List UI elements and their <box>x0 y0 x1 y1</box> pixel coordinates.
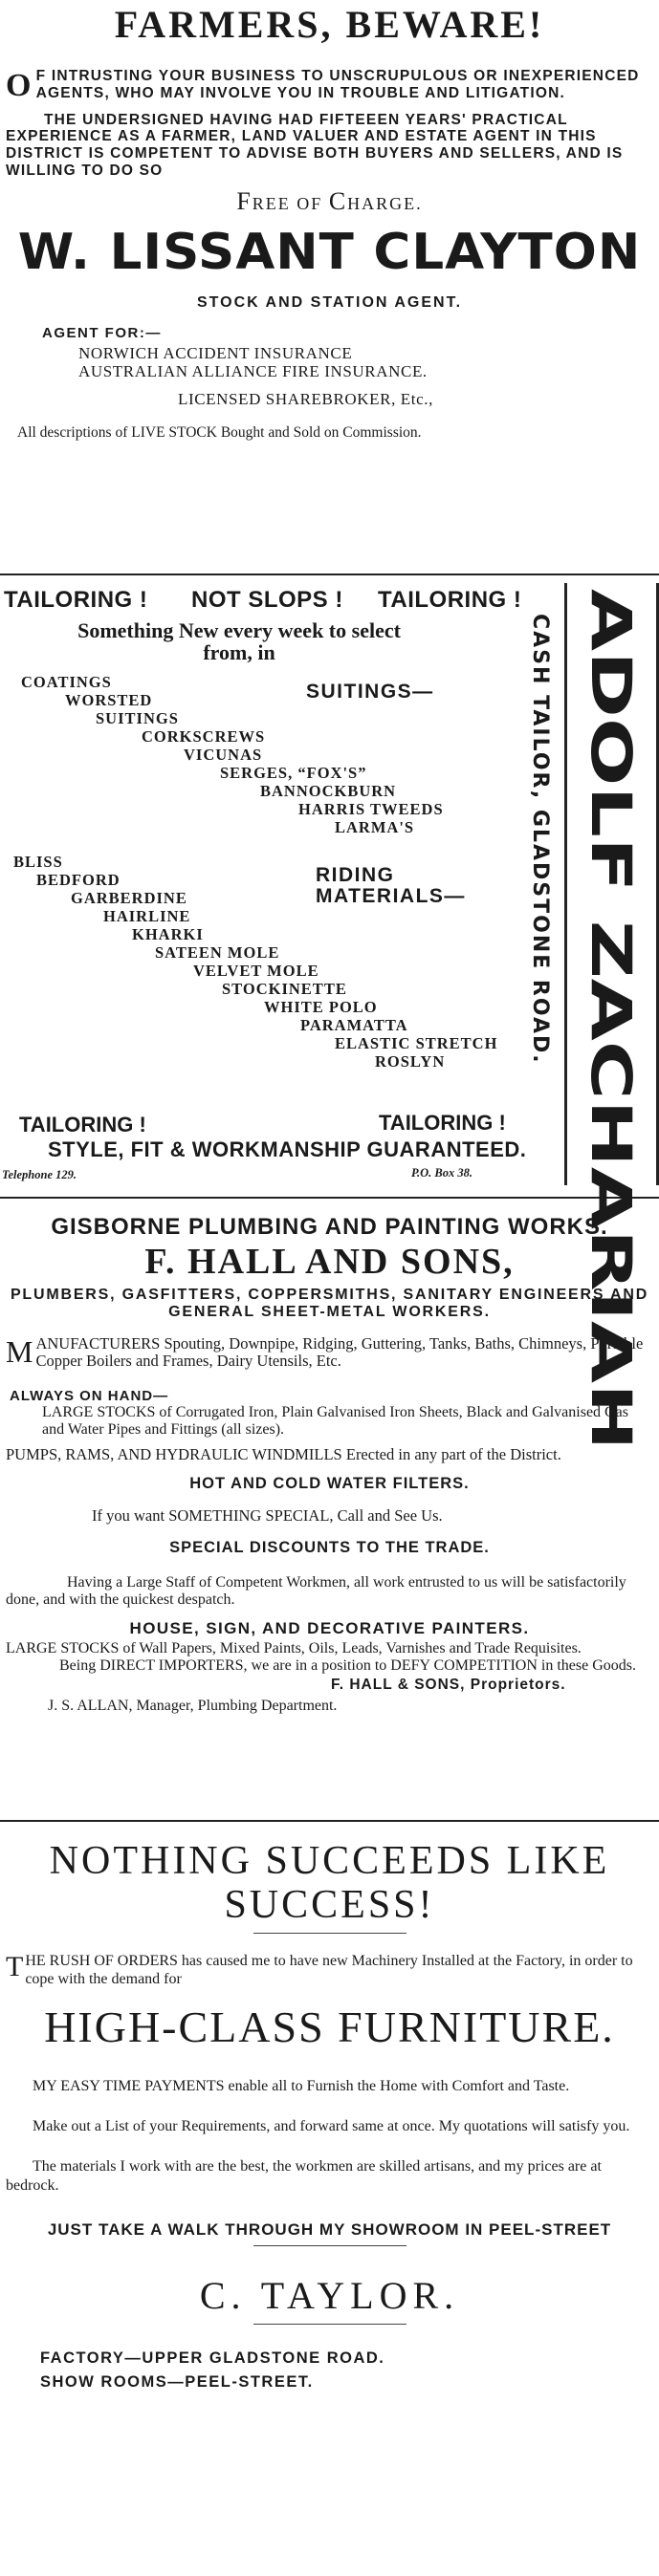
agencies-list <box>6 345 653 380</box>
fabric-item: KHARKI <box>132 925 204 943</box>
works-heading: GISBORNE PLUMBING AND PAINTING WORKS. <box>51 1214 608 1240</box>
fabric-item: BLISS <box>13 853 63 871</box>
wall-papers-paragraph: LARGE STOCKS of Wall Papers, Mixed Paints, Oils, Leads, Varnishes and Trade Requisites. <box>6 1640 582 1657</box>
telephone-number: Telephone 129. <box>2 1168 77 1181</box>
firm-name: F. HALL AND SONS, <box>144 1242 515 1282</box>
tailoring-label: TAILORING ! <box>4 587 148 613</box>
special-line: If you want SOMETHING SPECIAL, Call and See Us. <box>92 1506 443 1525</box>
fabric-item: SERGES, “FOX'S” <box>220 764 367 782</box>
pumps-paragraph: PUMPS, RAMS, AND HYDRAULIC WINDMILLS Erected in any part of the District. <box>6 1444 561 1463</box>
free-text: REE OF <box>252 193 329 213</box>
headline: FARMERS, BEWARE! <box>114 3 545 46</box>
rush-paragraph <box>6 1953 653 1988</box>
staff-paragraph: Having a Large Staff of Competent Workmen, all work entrusted to us will be satisfactorily done, and with the quickest despatch. <box>6 1574 626 1608</box>
po-box: P.O. Box 38. <box>411 1166 473 1180</box>
materials-heading: MATERIALS— <box>316 885 466 907</box>
furniture-heading: HIGH-CLASS FURNITURE. <box>44 2002 615 2052</box>
fabric-item: SATEEN MOLE <box>155 943 280 962</box>
manager-line: J. S. ALLAN, Manager, Plumbing Department. <box>48 1698 338 1714</box>
headline <box>6 1822 653 1927</box>
fabric-item: ELASTIC STRETCH <box>335 1034 498 1052</box>
fabric-item: BANNOCKBURN <box>260 782 397 800</box>
discounts-line: SPECIAL DISCOUNTS TO THE TRADE. <box>169 1539 490 1556</box>
dropcap: O <box>6 68 33 103</box>
free-of-charge <box>6 187 653 216</box>
column-divider <box>564 583 567 1185</box>
intro-text: F INTRUSTING YOUR BUSINESS TO UNSCRUPULOUS OR INEXPERIENCED AGENTS, WHO MAY INVOLVE YOU IN TROUBLE AND LITIGATION. <box>35 68 640 101</box>
experience-paragraph: THE UNDERSIGNED HAVING HAD FIFTEEEN YEARS' PRACTICAL EXPERIENCE AS A FARMER, LAND VALUER AND ESTATE AGENT IN THIS DISTRICT IS COMPETENT TO ADVISE BOTH BUYERS AND SELLERS, AND IS WILLING TO DO SO <box>6 111 624 180</box>
fabric-item: HARRIS TWEEDS <box>298 800 444 818</box>
fabric-item: ROSLYN <box>375 1052 446 1071</box>
cash-tailor-address: CASH TAILOR, GLADSTONE ROAD. <box>528 614 552 1065</box>
showroom-line: JUST TAKE A WALK THROUGH MY SHOWROOM IN PEEL-STREET <box>47 2220 612 2240</box>
fabric-item: VELVET MOLE <box>193 962 319 980</box>
short-divider <box>253 2245 406 2246</box>
payments-paragraph: MY EASY TIME PAYMENTS enable all to Furnish the Home with Comfort and Taste. <box>33 2078 570 2095</box>
proprietor-name: C. TAYLOR. <box>199 2274 460 2318</box>
trades-line: PLUMBERS, GASFITTERS, COPPERSMITHS, SANITARY ENGINEERS AND GENERAL SHEET-METAL WORKERS. <box>10 1287 649 1321</box>
short-divider <box>253 1933 406 1934</box>
fabric-item: GARBERDINE <box>71 889 187 907</box>
painters-heading: HOUSE, SIGN, AND DECORATIVE PAINTERS. <box>129 1619 530 1638</box>
always-on-hand-label: ALWAYS ON HAND— <box>10 1387 169 1404</box>
factory-address: FACTORY—UPPER GLADSTONE ROAD. <box>40 2349 385 2368</box>
suitings-heading: SUITINGS— <box>306 681 434 703</box>
headline-line: SUCCESS! <box>224 1883 435 1928</box>
proprietors-line: F. HALL & SONS, Proprietors. <box>331 1677 566 1693</box>
intro-text: Something New every week to select from, in <box>77 618 401 665</box>
agency-item: NORWICH ACCIDENT INSURANCE <box>78 343 353 362</box>
fabric-item: STOCKINETTE <box>222 980 347 998</box>
fabric-item: WHITE POLO <box>264 998 378 1016</box>
showroom-address: SHOW ROOMS—PEEL-STREET. <box>40 2373 314 2392</box>
importers-paragraph: Being DIRECT IMPORTERS, we are in a position to DEFY COMPETITION in these Goods. <box>59 1657 637 1675</box>
headline-line: NOTHING SUCCEEDS LIKE <box>49 1839 610 1883</box>
tailoring-main-column <box>0 575 555 1197</box>
sharebroker-line: LICENSED SHAREBROKER, Etc., <box>178 390 433 409</box>
manufacturers-paragraph <box>6 1335 653 1371</box>
materials-paragraph: The materials I work with are the best, the workmen are skilled artisans, and my prices are at bedrock. <box>6 2158 602 2195</box>
fabric-item: COATINGS <box>21 673 112 691</box>
short-divider <box>253 2324 406 2325</box>
rush-text: HE RUSH OF ORDERS has caused me to have new Machinery Installed at the Factory, in order to cope with the demand for <box>25 1953 633 1987</box>
agency-item: AUSTRALIAN ALLIANCE FIRE INSURANCE. <box>78 361 428 380</box>
riding-heading: RIDING <box>316 864 395 886</box>
dropcap: M <box>6 1333 33 1369</box>
charge-initial: C <box>328 186 348 215</box>
proprietor-name: ADOLF ZACHARIAH <box>579 589 644 1451</box>
tailoring-label: TAILORING ! <box>379 1111 506 1135</box>
dropcap: T <box>6 1951 24 1983</box>
fabric-item: LARMA'S <box>335 818 415 836</box>
fabric-item: SUITINGS <box>96 709 179 727</box>
livestock-line: All descriptions of LIVE STOCK Bought and Sold on Commission. <box>17 424 422 442</box>
agent-for-label: AGENT FOR:— <box>42 324 162 341</box>
guarantee-line: STYLE, FIT & WORKMANSHIP GUARANTEED. <box>48 1137 527 1161</box>
plumbing-advertisement <box>0 1199 659 1820</box>
fabric-item: HAIRLINE <box>103 907 191 925</box>
fabric-item: PARAMATTA <box>300 1016 408 1034</box>
fabric-item: VICUNAS <box>184 746 263 764</box>
free-initial: F <box>236 186 253 215</box>
requirements-paragraph: Make out a List of your Requirements, and forward same at once. My quotations will satisfy you. <box>33 2118 630 2135</box>
not-slops-label: NOT SLOPS ! <box>191 587 343 613</box>
fabric-item: WORSTED <box>65 691 153 709</box>
tailoring-label: TAILORING ! <box>378 587 522 613</box>
agent-title: STOCK AND STATION AGENT. <box>196 293 463 311</box>
furniture-advertisement <box>0 1822 659 2548</box>
fabric-item: CORKSCREWS <box>142 727 266 746</box>
stocks-paragraph: LARGE STOCKS of Corrugated Iron, Plain Galvanised Iron Sheets, Black and Galvanised Gas and Water Pipes and Fittings (all sizes). <box>42 1403 628 1438</box>
charge-text: HARGE. <box>347 193 423 213</box>
intro-paragraph <box>6 68 653 102</box>
tailoring-label: TAILORING ! <box>19 1113 146 1136</box>
fabric-item: BEDFORD <box>36 871 121 889</box>
manufacturers-text: ANUFACTURERS Spouting, Downpipe, Ridging, Guttering, Tanks, Baths, Chimneys, Portable Copper Boilers and Frames, Dairy Utensils, Etc. <box>35 1333 644 1371</box>
farmers-beware-advertisement <box>0 0 659 574</box>
agent-name: W. LISSANT CLAYTON <box>17 223 642 281</box>
filters-line: HOT AND COLD WATER FILTERS. <box>189 1475 470 1492</box>
